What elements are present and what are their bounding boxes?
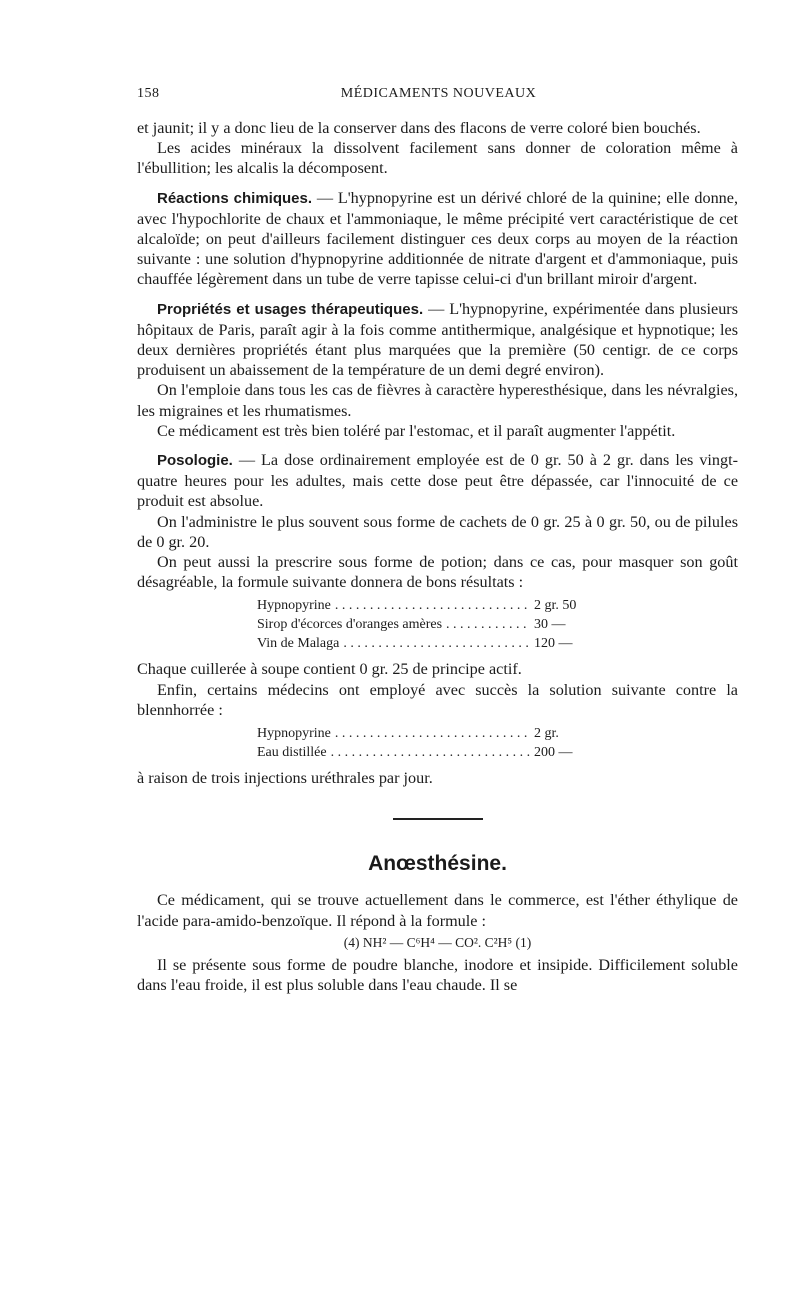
ingredient-name: Vin de Malaga: [257, 636, 340, 652]
ingredient-name: Hypnopyrine: [257, 726, 331, 742]
dot-leader: [335, 596, 530, 615]
page-number: 158: [137, 86, 160, 101]
ingredient-quantity: 120 —: [534, 636, 573, 652]
paragraph-emploi: On l'emploie dans tous les cas de fièvres à caractère hyperesthésique, dans les névralgies, les migraines et les rhumatismes.: [137, 381, 738, 420]
ingredient-quantity: 30 —: [534, 617, 566, 633]
paragraph-reactions: [137, 188, 738, 290]
heading-proprietes: Propriétés et usages thérapeutiques.: [157, 300, 424, 318]
paragraph-potion: On peut aussi la prescrire sous forme de potion; dans ce cas, pour masquer son goût désagréable, la formule suivante donnera de bons résultats :: [137, 553, 738, 592]
paragraph-continuation: et jaunit; il y a donc lieu de la conserver dans des flacons de verre coloré bien bouchés.: [137, 119, 701, 137]
proprietes-text: — L'hypnopyrine, expérimentée dans plusieurs hôpitaux de Paris, paraît agir à la fois comme antithermique, analgésique et hypnotique; les deux dernières propriétés étant plus marquées que la première (50 centigr. de ce corps produisent un abaissement de la température de un demi degré environ).: [137, 299, 739, 380]
paragraph-cuilleree: Chaque cuillerée à soupe contient 0 gr. 25 de principe actif.: [137, 660, 522, 679]
chemical-formula: (4) NH² — C⁶H⁴ — CO². C²H⁵ (1): [343, 934, 532, 950]
formula-row: [257, 634, 602, 653]
formula-solution: [257, 724, 602, 762]
formula-potion: [257, 596, 602, 653]
ingredient-quantity: 200 —: [534, 745, 573, 761]
paragraph-proprietes: [137, 299, 738, 381]
ingredient-quantity: 2 gr.: [534, 726, 559, 742]
heading-posologie: Posologie.: [157, 452, 233, 470]
dot-leader: [331, 743, 530, 762]
paragraph-acides: Les acides minéraux la dissolvent facilement sans donner de coloration même à l'ébullition; les alcalis la décomposent.: [137, 139, 738, 178]
paragraph-anoesthesine: Ce médicament, qui se trouve actuellement dans le commerce, est l'éther éthylique de l'acide para-amido-benzoïque. Il répond à la formule :: [137, 891, 738, 930]
ingredient-name: Hypnopyrine: [257, 598, 331, 614]
paragraph-injections: à raison de trois injections uréthrales par jour.: [137, 769, 433, 788]
formula-row: [257, 615, 602, 634]
page-header: [137, 86, 740, 106]
paragraph-tolerance: Ce médicament est très bien toléré par l'estomac, et il paraît augmenter l'appétit.: [157, 421, 676, 440]
posologie-text: — La dose ordinairement employée est de 0 gr. 50 à 2 gr. dans les vingt-quatre heures pour les adultes, mais cette dose peut être dépassée, car l'innocuité de ce produit est absolue.: [137, 451, 738, 511]
ingredient-name: Eau distillée: [257, 745, 327, 761]
page-body: [137, 118, 738, 995]
running-title: MÉDICAMENTS NOUVEAUX: [340, 86, 537, 101]
dot-leader: [335, 724, 530, 743]
dot-leader: [343, 634, 530, 653]
formula-row: [257, 596, 602, 615]
dot-leader: [446, 615, 530, 634]
section-title: Anœsthésine.: [368, 852, 507, 876]
formula-row: [257, 724, 602, 743]
paragraph-solution: Enfin, certains médecins ont employé avec succès la solution suivante contre la blennhorrée :: [137, 680, 738, 719]
ingredient-quantity: 2 gr. 50: [534, 598, 577, 614]
reactions-text: — L'hypnopyrine est un dérivé chloré de la quinine; elle donne, avec l'hypochlorite de chaux et l'ammoniaque, le même précipité vert caractéristique de cet alcaloïde; on peut d'ailleurs facilement distinguer ces deux corps au moyen de la réaction suivante : une solution d'hypnopyrine additionnée de nitrate d'argent et d'ammoniaque, puis chauffée légèrement dans un tube de verre tapisse celui-ci d'un brillant miroir d'argent.: [137, 188, 738, 289]
paragraph-poudre: Il se présente sous forme de poudre blanche, inodore et insipide. Difficilement soluble dans l'eau froide, il est plus soluble dans l'eau chaude. Il se: [137, 955, 738, 995]
formula-row: [257, 743, 602, 762]
paragraph-cachets: On l'administre le plus souvent sous forme de cachets de 0 gr. 25 à 0 gr. 50, ou de pilules de 0 gr. 20.: [137, 512, 738, 551]
heading-reactions-chimiques: Réactions chimiques.: [157, 189, 312, 207]
section-divider: [393, 818, 483, 820]
paragraph-posologie: [137, 450, 738, 512]
ingredient-name: Sirop d'écorces d'oranges amères: [257, 617, 443, 633]
